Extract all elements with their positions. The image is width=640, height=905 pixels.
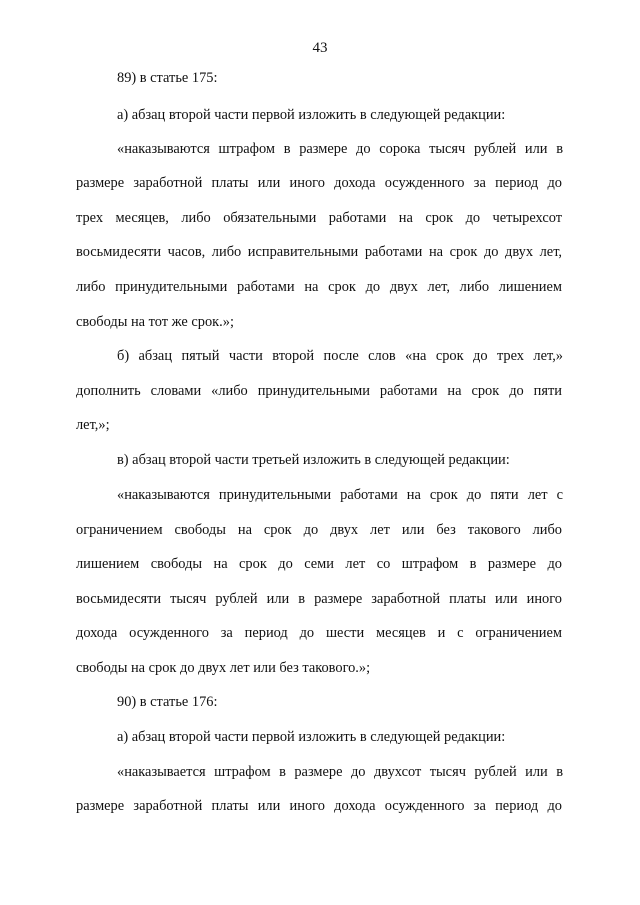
quote-line: дохода осужденного за период до шести месяцев и с ограничением bbox=[76, 625, 562, 641]
quote-line: «наказываются принудительными работами на срок до пяти лет с bbox=[117, 487, 563, 503]
quote-line: восьмидесяти часов, либо исправительными работами на срок до двух лет, bbox=[76, 244, 562, 260]
quote-line: размере заработной платы или иного дохода осужденного за период до bbox=[76, 175, 562, 191]
subitem-b-text: дополнить словами «либо принудительными работами на срок до пяти bbox=[76, 383, 562, 399]
quote-line: лишением свободы на срок до семи лет со штрафом в размере до bbox=[76, 556, 562, 572]
quote-line: свободы на тот же срок.»; bbox=[76, 314, 234, 330]
subitem-a-text: а) абзац второй части первой изложить в следующей редакции: bbox=[117, 107, 506, 123]
subitem-b-text: лет,»; bbox=[76, 417, 110, 433]
subitem-v-text: в) абзац второй части третьей изложить в следующей редакции: bbox=[117, 452, 510, 468]
item-90-heading: 90) в статье 176: bbox=[117, 694, 218, 710]
quote-line: размере заработной платы или иного дохода осужденного за период до bbox=[76, 798, 562, 814]
quote-line: «наказываются штрафом в размере до сорока тысяч рублей или в bbox=[117, 141, 563, 157]
quote-line: свободы на срок до двух лет или без такового.»; bbox=[76, 660, 371, 676]
quote-line: трех месяцев, либо обязательными работами на срок до четырехсот bbox=[76, 210, 562, 226]
page-number: 43 bbox=[312, 40, 328, 56]
quote-line: восьмидесяти тысяч рублей или в размере заработной платы или иного bbox=[76, 591, 562, 607]
quote-line: либо принудительными работами на срок до двух лет, либо лишением bbox=[76, 279, 562, 295]
item-89-heading: 89) в статье 175: bbox=[117, 70, 218, 86]
quote-line: ограничением свободы на срок до двух лет или без такового либо bbox=[76, 522, 562, 538]
subitem-b-text: б) абзац пятый части второй после слов «на срок до трех лет,» bbox=[117, 348, 563, 364]
subitem-a-text: а) абзац второй части первой изложить в следующей редакции: bbox=[117, 729, 506, 745]
quote-line: «наказывается штрафом в размере до двухсот тысяч рублей или в bbox=[117, 764, 563, 780]
